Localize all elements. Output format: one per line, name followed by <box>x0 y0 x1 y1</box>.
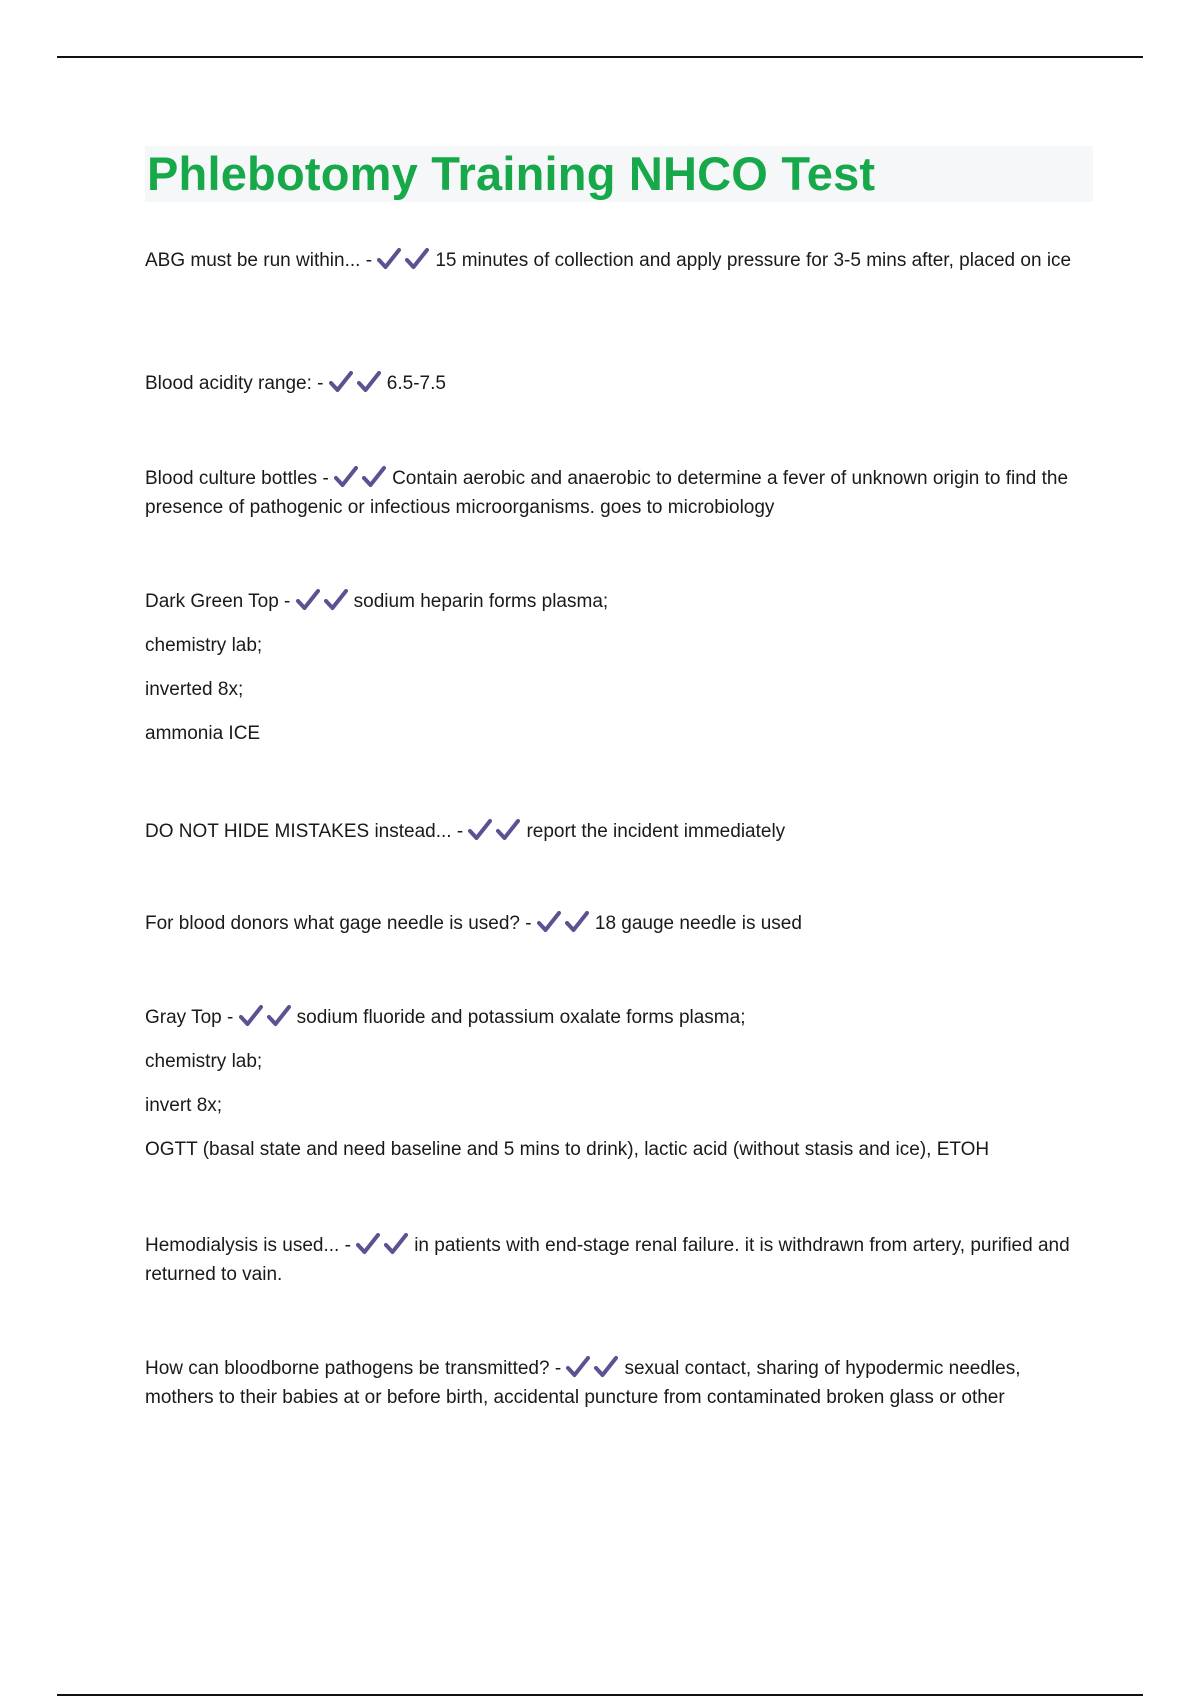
page-title: Phlebotomy Training NHCO Test <box>147 147 876 200</box>
flashcard-entry <box>145 817 1093 846</box>
entry-extra-line: ammonia ICE <box>145 723 261 744</box>
entry-question: ABG must be run within... <box>145 250 361 271</box>
entry-answer: 18 gauge needle is used <box>594 913 802 934</box>
entry-separator: - <box>360 250 378 271</box>
flashcard-entry <box>145 587 1093 748</box>
checkmark-icon <box>267 1005 291 1027</box>
entry-question: DO NOT HIDE MISTAKES instead... <box>145 821 452 842</box>
entry-answer: sexual contact, sharing of hypodermic needles, mothers to their babies at or before birth, accidental puncture from contaminated broken glass or other <box>145 1358 1021 1408</box>
entry-answer: sodium heparin forms plasma; <box>353 591 609 612</box>
entry-extra-line: invert 8x; <box>145 1095 223 1116</box>
checkmark-icon <box>324 589 348 611</box>
entry-question: Blood culture bottles <box>145 468 318 489</box>
title-banner <box>145 146 1093 202</box>
entry-separator: - <box>311 373 329 394</box>
checkmark-icon <box>468 819 492 841</box>
entry-answer: report the incident immediately <box>526 821 786 842</box>
entry-answer: 6.5-7.5 <box>386 373 446 394</box>
entry-extra-line: chemistry lab; <box>145 1051 263 1072</box>
entry-main-line <box>145 909 1093 938</box>
entry-separator: - <box>519 913 537 934</box>
bottom-rule <box>57 1694 1143 1696</box>
document-body <box>145 146 1093 1408</box>
entry-main-line <box>145 1354 1093 1412</box>
entry-answer: sodium fluoride and potassium oxalate forms plasma; <box>296 1007 746 1028</box>
entry-separator: - <box>221 1007 239 1028</box>
entry-answer: Contain aerobic and anaerobic to determine a fever of unknown origin to find the presence of pathogenic or infectious microorganisms. goes to microbiology <box>145 468 1069 518</box>
checkmark-icon <box>296 589 320 611</box>
checkmark-icon <box>362 466 386 488</box>
flashcard-entry <box>145 1231 1093 1289</box>
entry-main-line <box>145 817 1093 846</box>
checkmark-icon <box>357 371 381 393</box>
entry-separator: - <box>278 591 296 612</box>
checkmark-icon <box>329 371 353 393</box>
checkmark-icon <box>405 248 429 270</box>
flashcard-entry <box>145 464 1093 522</box>
entry-main-line <box>145 464 1093 522</box>
checkmark-icon <box>334 466 358 488</box>
entry-main-line <box>145 369 1093 398</box>
flashcard-entry <box>145 1003 1093 1164</box>
entry-separator: - <box>339 1235 357 1256</box>
entry-answer: 15 minutes of collection and apply pressure for 3-5 mins after, placed on ice <box>435 250 1072 271</box>
checkmark-icon <box>537 911 561 933</box>
entry-main-line <box>145 1003 1093 1032</box>
entry-question: Gray Top <box>145 1007 222 1028</box>
checkmark-icon <box>496 819 520 841</box>
entry-extra-line: chemistry lab; <box>145 635 263 656</box>
checkmark-icon <box>566 1356 590 1378</box>
flashcard-entry <box>145 246 1093 275</box>
entry-question: Hemodialysis is used... <box>145 1235 340 1256</box>
entry-main-line <box>145 587 1093 616</box>
top-rule <box>57 56 1143 58</box>
checkmark-icon <box>565 911 589 933</box>
checkmark-icon <box>239 1005 263 1027</box>
flashcard-entry <box>145 369 1093 398</box>
entry-extra-line: OGTT (basal state and need baseline and 5 mins to drink), lactic acid (without stasis and ice), ETOH <box>145 1139 990 1160</box>
flashcard-entry <box>145 1354 1093 1412</box>
checkmark-icon <box>377 248 401 270</box>
entry-question: For blood donors what gage needle is used? <box>145 913 520 934</box>
entry-answer: in patients with end-stage renal failure. it is withdrawn from artery, purified and returned to vain. <box>145 1235 1070 1285</box>
entry-separator: - <box>451 821 469 842</box>
checkmark-icon <box>384 1233 408 1255</box>
entry-main-line <box>145 246 1093 275</box>
checkmark-icon <box>356 1233 380 1255</box>
entry-separator: - <box>549 1358 567 1379</box>
checkmark-icon <box>594 1356 618 1378</box>
entry-extra-line: inverted 8x; <box>145 679 244 700</box>
entry-question: Dark Green Top <box>145 591 279 612</box>
entry-question: Blood acidity range: <box>145 373 312 394</box>
flashcard-entry <box>145 909 1093 938</box>
entry-question: How can bloodborne pathogens be transmitted? <box>145 1358 550 1379</box>
entry-main-line <box>145 1231 1093 1289</box>
entry-separator: - <box>317 468 335 489</box>
